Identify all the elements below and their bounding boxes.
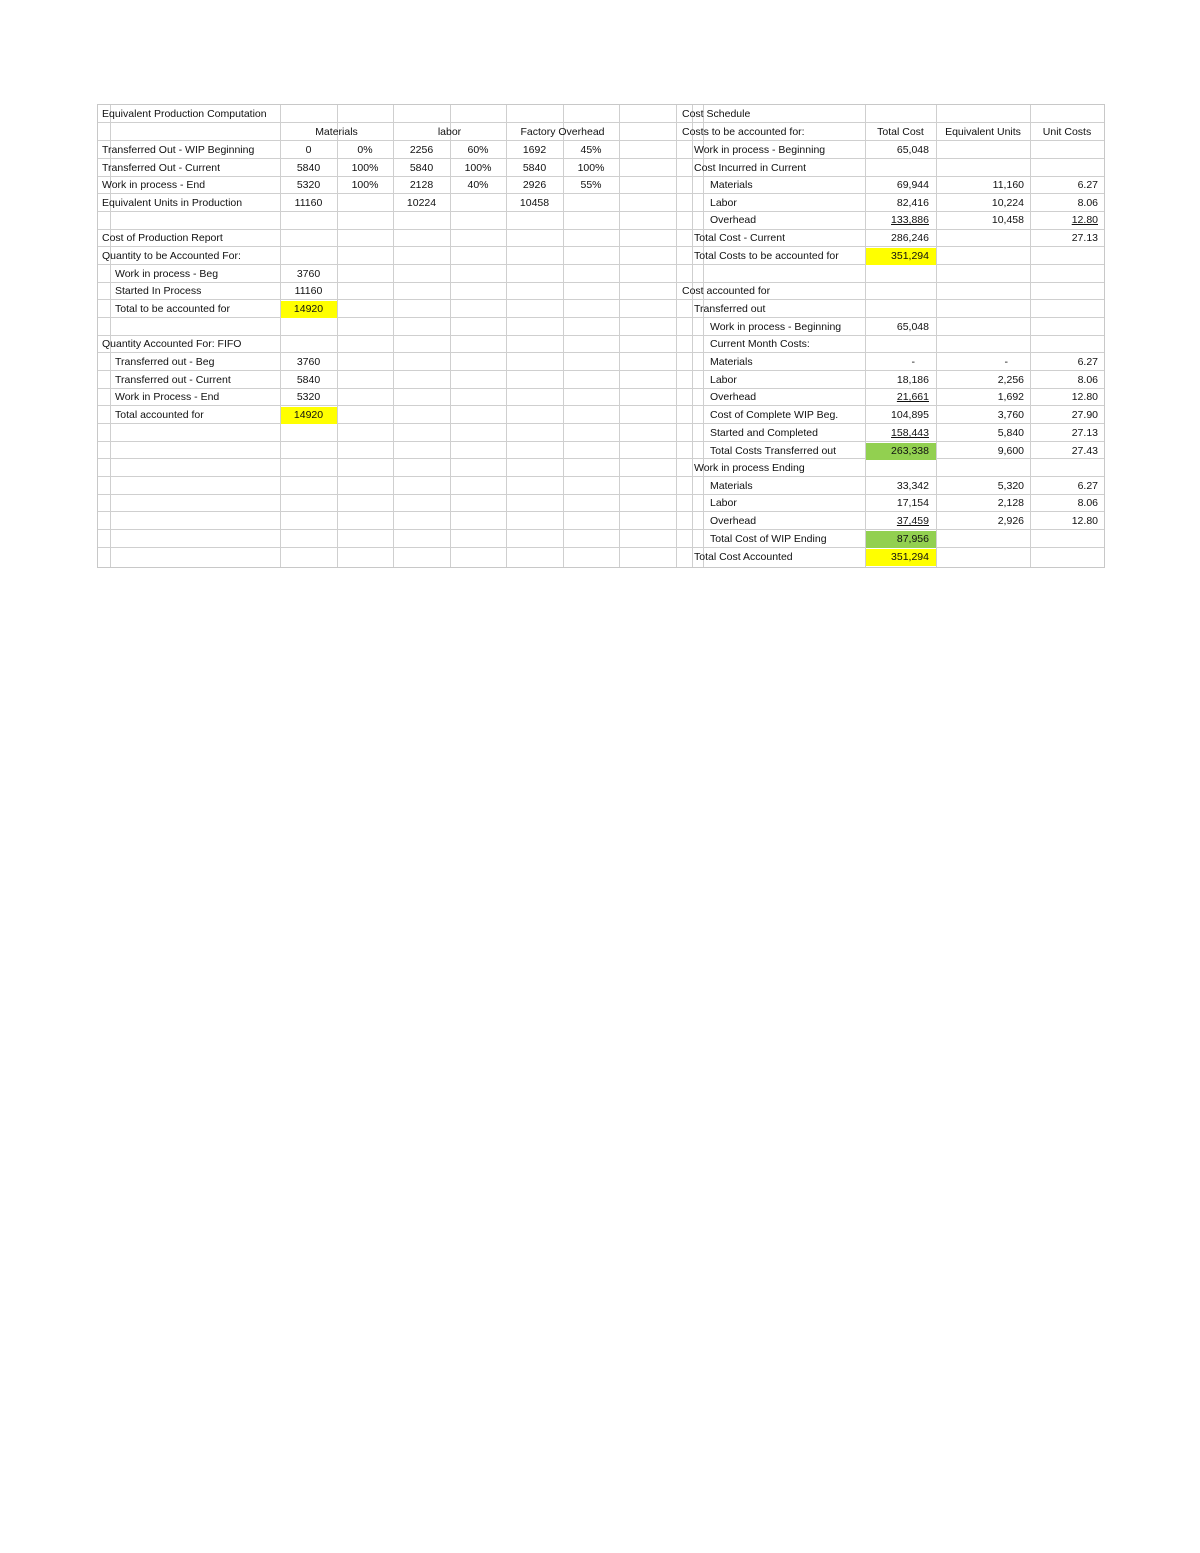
acct-row-eu: 5,840 bbox=[997, 427, 1024, 439]
cost-of-production-title: Cost of Production Report bbox=[102, 232, 223, 244]
qty-value: 3760 bbox=[296, 356, 321, 368]
oh-pct: 100% bbox=[577, 162, 605, 174]
acct-row-total: 87,956 bbox=[896, 533, 929, 545]
acct-row-eu: - bbox=[1004, 356, 1008, 368]
cost-row-eu: 11,160 bbox=[992, 179, 1024, 191]
cost-row-label: Work in process - Beginning bbox=[694, 144, 826, 156]
cost-row-unit: 6.27 bbox=[1077, 179, 1098, 191]
cost-row-label: Total Cost - Current bbox=[694, 232, 786, 244]
acct-row-label: Work in process - Beginning bbox=[710, 321, 842, 333]
costs-to-be-accounted-header: Costs to be accounted for: bbox=[682, 126, 805, 138]
acct-row-label: Work in process Ending bbox=[694, 462, 805, 474]
acct-row-label: Cost of Complete WIP Beg. bbox=[710, 409, 839, 421]
acct-row-total: 158,443 bbox=[891, 427, 929, 439]
cost-row-total: 82,416 bbox=[896, 197, 929, 209]
acct-row-eu: 3,760 bbox=[997, 409, 1024, 421]
acct-row-label: Total Cost of WIP Ending bbox=[710, 533, 827, 545]
acct-row-eu: 2,256 bbox=[997, 374, 1024, 386]
cost-schedule-title: Cost Schedule bbox=[682, 108, 751, 120]
mat-pct: 100% bbox=[351, 179, 379, 191]
qty-label: Transferred out - Beg bbox=[115, 356, 215, 368]
lab-units: 2256 bbox=[409, 144, 434, 156]
qty-value: 11160 bbox=[294, 285, 323, 297]
acct-row-eu: 2,128 bbox=[997, 497, 1024, 509]
cost-row-total: 351,294 bbox=[891, 250, 929, 262]
acct-row-total: - bbox=[911, 356, 915, 368]
oh-units: 10458 bbox=[519, 197, 550, 209]
oh-units: 5840 bbox=[522, 162, 547, 174]
oh-pct: 55% bbox=[580, 179, 602, 191]
qty-label: Total to be accounted for bbox=[115, 303, 230, 315]
quantity-to-be-accounted-title: Quantity to be Accounted For: bbox=[102, 250, 241, 262]
acct-row-unit: 27.13 bbox=[1071, 427, 1098, 439]
oh-units: 2926 bbox=[522, 179, 547, 191]
qty-label: Total accounted for bbox=[115, 409, 204, 421]
acct-row-total: 33,342 bbox=[896, 480, 929, 492]
acct-row-label: Overhead bbox=[710, 515, 757, 527]
mat-pct: 0% bbox=[357, 144, 373, 156]
acct-row-total: 263,338 bbox=[891, 445, 929, 457]
mat-pct: 100% bbox=[351, 162, 379, 174]
cost-row-total: 65,048 bbox=[896, 144, 929, 156]
acct-row-unit: 12.80 bbox=[1071, 515, 1098, 527]
quantity-accounted-title: Quantity Accounted For: FIFO bbox=[102, 338, 242, 350]
acct-row-label: Transferred out bbox=[694, 303, 766, 315]
cost-row-total: 69,944 bbox=[896, 179, 929, 191]
unit-costs-header: Unit Costs bbox=[1042, 126, 1092, 138]
acct-row-label: Current Month Costs: bbox=[710, 338, 810, 350]
row-label: Transferred Out - WIP Beginning bbox=[102, 144, 255, 156]
acct-row-label: Total Costs Transferred out bbox=[710, 445, 837, 457]
qty-value: 14920 bbox=[293, 303, 324, 315]
cost-row-unit: 27.13 bbox=[1071, 232, 1098, 244]
cost-row-label: Cost Incurred in Current bbox=[694, 162, 807, 174]
acct-row-unit: 12.80 bbox=[1071, 391, 1098, 403]
acct-row-unit: 8.06 bbox=[1077, 374, 1098, 386]
lab-units: 10224 bbox=[406, 197, 437, 209]
acct-row-total: 21,661 bbox=[896, 391, 929, 403]
acct-row-total: 351,294 bbox=[891, 551, 929, 563]
mat-units: 5320 bbox=[296, 179, 321, 191]
mat-units: 11160 bbox=[294, 197, 323, 209]
qty-value: 3760 bbox=[296, 268, 321, 280]
cost-row-label: Total Costs to be accounted for bbox=[694, 250, 839, 262]
cost-row-label: Overhead bbox=[710, 214, 757, 226]
acct-row-eu: 9,600 bbox=[997, 445, 1024, 457]
lab-units: 2128 bbox=[409, 179, 434, 191]
acct-row-unit: 6.27 bbox=[1077, 356, 1098, 368]
row-label: Transferred Out - Current bbox=[102, 162, 221, 174]
qty-label: Work in process - Beg bbox=[115, 268, 219, 280]
header-labor: labor bbox=[437, 126, 462, 138]
acct-row-eu: 1,692 bbox=[997, 391, 1024, 403]
acct-row-unit: 27.43 bbox=[1071, 445, 1098, 457]
qty-label: Work in Process - End bbox=[115, 391, 220, 403]
acct-row-unit: 27.90 bbox=[1071, 409, 1098, 421]
acct-row-label: Total Cost Accounted bbox=[694, 551, 793, 563]
cost-row-total: 286,246 bbox=[891, 232, 929, 244]
qty-value: 14920 bbox=[293, 409, 324, 421]
lab-units: 5840 bbox=[409, 162, 434, 174]
equivalent-units-header: Equivalent Units bbox=[945, 126, 1021, 138]
cost-row-total: 133,886 bbox=[891, 214, 929, 226]
acct-row-unit: 6.27 bbox=[1077, 480, 1098, 492]
qty-value: 5320 bbox=[296, 391, 321, 403]
oh-pct: 45% bbox=[580, 144, 602, 156]
acct-row-label: Overhead bbox=[710, 391, 757, 403]
acct-row-total: 65,048 bbox=[896, 321, 929, 333]
acct-row-eu: 2,926 bbox=[997, 515, 1024, 527]
cost-row-label: Materials bbox=[710, 179, 753, 191]
mat-units: 0 bbox=[305, 144, 312, 156]
acct-row-total: 18,186 bbox=[896, 374, 929, 386]
total-cost-header: Total Cost bbox=[877, 126, 924, 138]
row-label: Equivalent Units in Production bbox=[102, 197, 243, 209]
cost-row-label: Labor bbox=[710, 197, 737, 209]
lab-pct: 40% bbox=[467, 179, 489, 191]
equiv-production-title: Equivalent Production Computation bbox=[102, 108, 267, 120]
cost-row-unit: 8.06 bbox=[1077, 197, 1098, 209]
oh-units: 1692 bbox=[522, 144, 547, 156]
acct-row-label: Materials bbox=[710, 480, 753, 492]
qty-label: Started In Process bbox=[115, 285, 202, 297]
acct-row-total: 104,895 bbox=[891, 409, 929, 421]
header-overhead: Factory Overhead bbox=[520, 126, 605, 138]
acct-row-label: Labor bbox=[710, 497, 737, 509]
cost-row-eu: 10,224 bbox=[991, 197, 1024, 209]
mat-units: 5840 bbox=[296, 162, 321, 174]
acct-row-unit: 8.06 bbox=[1077, 497, 1098, 509]
qty-value: 5840 bbox=[296, 374, 321, 386]
qty-label: Transferred out - Current bbox=[115, 374, 231, 386]
row-label: Work in process - End bbox=[102, 179, 206, 191]
spreadsheet-grid bbox=[97, 104, 1105, 568]
cost-row-unit: 12.80 bbox=[1071, 214, 1098, 226]
cost-row-eu: 10,458 bbox=[991, 214, 1024, 226]
acct-row-label: Labor bbox=[710, 374, 737, 386]
lab-pct: 100% bbox=[464, 162, 492, 174]
acct-row-total: 17,154 bbox=[896, 497, 929, 509]
acct-row-eu: 5,320 bbox=[997, 480, 1024, 492]
acct-row-total: 37,459 bbox=[896, 515, 929, 527]
lab-pct: 60% bbox=[467, 144, 489, 156]
acct-row-label: Started and Completed bbox=[710, 427, 818, 439]
cost-accounted-title: Cost accounted for bbox=[682, 285, 771, 297]
acct-row-label: Materials bbox=[710, 356, 753, 368]
header-materials: Materials bbox=[315, 126, 358, 138]
